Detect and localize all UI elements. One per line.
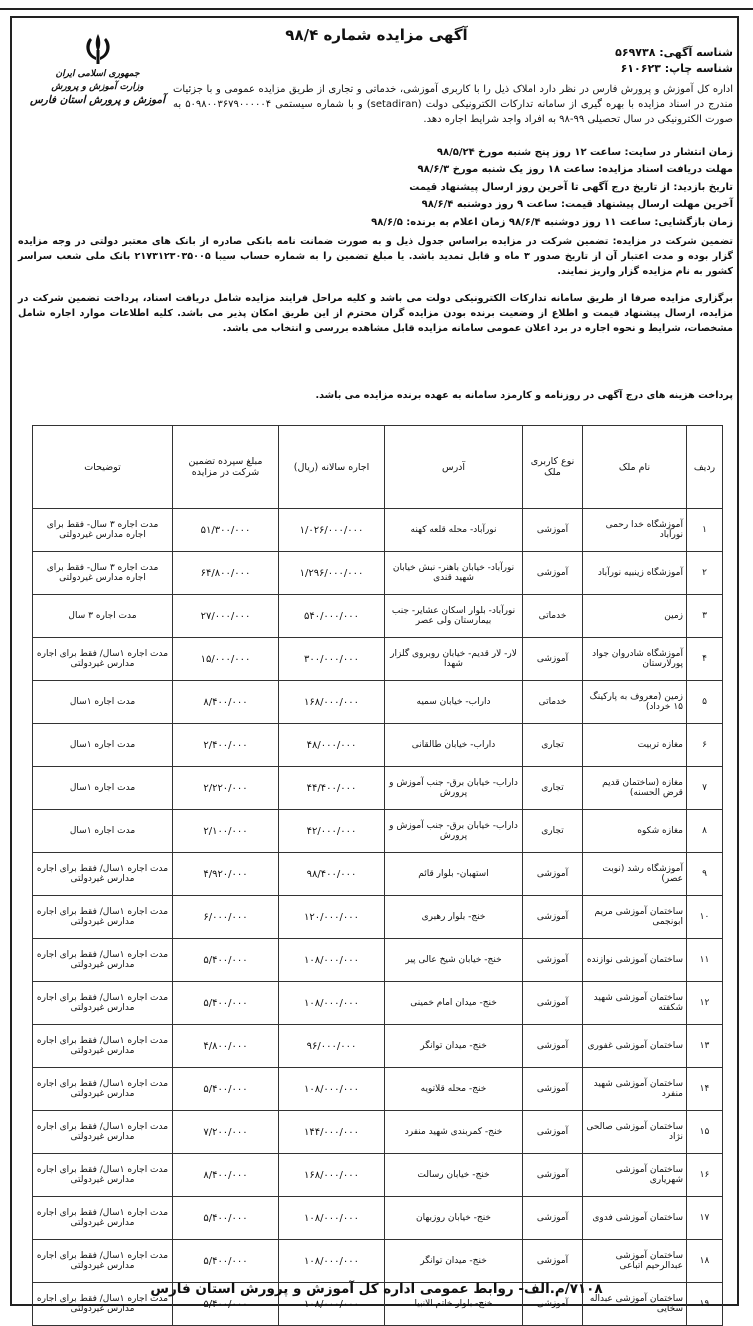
table-cell: ۱۹ (687, 1283, 723, 1326)
footer-credit: ۷۱۰۸/م.الف- روابط عمومی اداره کل آموزش و پرورش استان فارس (150, 1281, 603, 1297)
table-cell: ساختمان آموزشی غفوری (583, 1025, 687, 1068)
table-cell: آموزشی (523, 1068, 583, 1111)
table-cell: ۷ (687, 767, 723, 810)
table-cell: مدت اجاره ۳ سال (33, 595, 173, 638)
table-cell: ۱۷ (687, 1197, 723, 1240)
table-cell: آموزشی (523, 509, 583, 552)
property-table (32, 425, 723, 1326)
table-cell: ۱۶۸/۰۰۰/۰۰۰ (279, 1154, 385, 1197)
table-header-cell: نوع کاربری ملک (523, 426, 583, 509)
table-cell: ۲۷/۰۰۰/۰۰۰ (173, 595, 279, 638)
table-cell: خنج- خیابان شیخ عالی پیر (385, 939, 523, 982)
table-header-cell: ردیف (687, 426, 723, 509)
table-cell: مدت اجاره ۱سال/ فقط برای اجاره مدارس غیردولتی (33, 638, 173, 681)
table-cell: داراب- خیابان برق- جنب آموزش و پرورش (385, 767, 523, 810)
table-cell: ۱۶۸/۰۰۰/۰۰۰ (279, 681, 385, 724)
table-cell: ۵/۴۰۰/۰۰۰ (173, 982, 279, 1025)
table-cell: آموزشی (523, 1154, 583, 1197)
table-cell: تجاری (523, 767, 583, 810)
table-cell: ساختمان آموزشی مریم ابونجمی (583, 896, 687, 939)
table-cell: خنج- میدان توانگر (385, 1025, 523, 1068)
table-cell: خنج- بلوار رهبری (385, 896, 523, 939)
table-cell: ۱۶ (687, 1154, 723, 1197)
table-cell: ۱۵/۰۰۰/۰۰۰ (173, 638, 279, 681)
table-cell: ۵/۴۰۰/۰۰۰ (173, 1283, 279, 1326)
table-cell: خنج- میدان امام خمینی (385, 982, 523, 1025)
table-cell: ساختمان آموزشی شهریاری (583, 1154, 687, 1197)
table-cell: مدت اجاره ۱سال/ فقط برای اجاره مدارس غیردولتی (33, 939, 173, 982)
top-rule (0, 0, 753, 10)
table-cell: مدت اجاره ۱سال/ فقط برای اجاره مدارس غیردولتی (33, 1111, 173, 1154)
table-cell: نورآباد- خیابان باهنر- نبش خیابان شهید قندی (385, 552, 523, 595)
table-cell: خنج- بلوار خاتم الانبیا (385, 1283, 523, 1326)
table-row (33, 724, 723, 767)
table-cell: مدت اجاره ۱سال (33, 767, 173, 810)
intro-paragraph: اداره کل آموزش و پرورش فارس در نظر دارد املاک ذیل را با کاربری آموزشی، خدماتی و تجاری از طریق مزایده عمومی و با جزئیات مندرج در اسناد مزایده با بهره گیری از سامانه تدارکات الکترونیکی دولت (setadiran) و با شماره سیستمی ۵۰۹۸۰۰۳۶۷۹۰۰۰۰۰۴ به صورت الکترونیکی در سال تحصیلی ۹۹-۹۸ به افراد واجد شرایط اجاره دهد. (173, 84, 733, 125)
guarantee-paragraph: تضمین شرکت در مزایده: تضمین شرکت در مزایده براساس جدول ذیل و به صورت ضمانت نامه بانکی صادره از بانک های معتبر دولتی در وجه مزایده گزار بوده و مدت اعتبار آن از تاریخ صدور ۳ ماه و قابل تمدید باشد. یا مبلغ تضمین را به شماره حساب سیبا ۲۱۷۳۱۲۳۰۳۵۰۰۵ بانک ملی شعب سراسر کشور به نام مزایده گزار واریز نمایند. (18, 236, 733, 277)
table-cell: ۱۴ (687, 1068, 723, 1111)
table-cell: آموزشی (523, 939, 583, 982)
table-cell: خدماتی (523, 681, 583, 724)
table-row (33, 1197, 723, 1240)
table-row (33, 1111, 723, 1154)
table-cell: آموزشی (523, 1025, 583, 1068)
table-cell: ۶۴/۸۰۰/۰۰۰ (173, 552, 279, 595)
table-cell: مدت اجاره ۱سال/ فقط برای اجاره مدارس غیردولتی (33, 1283, 173, 1326)
date-opening: زمان بازگشایی: ساعت ۱۱ روز دوشنبه ۹۸/۶/۴ زمان اعلام به برنده: ۹۸/۶/۵ (371, 217, 733, 228)
table-cell: خنج- کمربندی شهید منفرد (385, 1111, 523, 1154)
table-cell: ۱۰ (687, 896, 723, 939)
table-cell: ۵ (687, 681, 723, 724)
table-cell: ۱ (687, 509, 723, 552)
table-cell: مغازه تربیت (583, 724, 687, 767)
print-id: شناسه چاپ: ۶۱۰۶۲۳ (620, 62, 733, 75)
table-cell: مدت اجاره ۳ سال- فقط برای اجاره مدارس غیردولتی (33, 509, 173, 552)
table-cell: ساختمان آموزشی صالحی نژاد (583, 1111, 687, 1154)
table-cell: ۱۳ (687, 1025, 723, 1068)
table-cell: تجاری (523, 724, 583, 767)
table-row (33, 1154, 723, 1197)
table-header-cell: آدرس (385, 426, 523, 509)
table-header-cell: اجاره سالانه (ریال) (279, 426, 385, 509)
table-cell: ۱۲ (687, 982, 723, 1025)
table-cell: خنج- محله قلاتویه (385, 1068, 523, 1111)
table-cell: مدت اجاره ۱سال/ فقط برای اجاره مدارس غیردولتی (33, 982, 173, 1025)
table-cell: ۱۰۸/۰۰۰/۰۰۰ (279, 939, 385, 982)
table-cell: ۲/۲۲۰/۰۰۰ (173, 767, 279, 810)
table-row (33, 1025, 723, 1068)
table-cell: آموزشی (523, 1111, 583, 1154)
table-cell: ۱۱ (687, 939, 723, 982)
table-body (33, 509, 723, 1326)
table-cell: ۱۰۸/۰۰۰/۰۰۰ (279, 1068, 385, 1111)
page-title: آگهی مزایده شماره ۹۸/۴ (285, 26, 468, 44)
table-cell: آموزشگاه شادروان جواد پورلارستان (583, 638, 687, 681)
table-cell: ساختمان آموزشی فدوی (583, 1197, 687, 1240)
table-cell: ۱۵ (687, 1111, 723, 1154)
table-cell: مدت اجاره ۱سال (33, 810, 173, 853)
table-cell: ۵۱/۳۰۰/۰۰۰ (173, 509, 279, 552)
table-cell: ۱۰۸/۰۰۰/۰۰۰ (279, 1283, 385, 1326)
table-cell: ۴/۹۲۰/۰۰۰ (173, 853, 279, 896)
table-cell: داراب- خیابان طالقانی (385, 724, 523, 767)
table-cell: ۴ (687, 638, 723, 681)
table-row (33, 552, 723, 595)
table-cell: ۳ (687, 595, 723, 638)
table-cell: ساختمان آموزشی شهید منفرد (583, 1068, 687, 1111)
table-cell: ۸/۴۰۰/۰۰۰ (173, 681, 279, 724)
table-cell: ۸/۴۰۰/۰۰۰ (173, 1154, 279, 1197)
table-cell: ساختمان آموزشی شهید شکفته (583, 982, 687, 1025)
table-cell: خنج- خیابان روزبهان (385, 1197, 523, 1240)
table-cell: ۴۸/۰۰۰/۰۰۰ (279, 724, 385, 767)
table-row (33, 595, 723, 638)
table-cell: ساختمان آموزشی نوازنده (583, 939, 687, 982)
table-cell: داراب- خیابان سمیه (385, 681, 523, 724)
table-cell: ۴/۸۰۰/۰۰۰ (173, 1025, 279, 1068)
table-header-cell: مبلغ سپرده تضمین شرکت در مزایده (173, 426, 279, 509)
table-cell: آموزشی (523, 1283, 583, 1326)
table-cell: ۲/۱۰۰/۰۰۰ (173, 810, 279, 853)
table-cell: مدت اجاره ۱سال/ فقط برای اجاره مدارس غیردولتی (33, 853, 173, 896)
table-cell: زمین (معروف به پارکینگ ۱۵ خرداد) (583, 681, 687, 724)
table-row (33, 896, 723, 939)
table-cell: ۸ (687, 810, 723, 853)
date-publish: زمان انتشار در سایت: ساعت ۱۲ روز پنج شنبه مورخ ۹۸/۵/۲۴ (436, 147, 733, 158)
table-cell: ۱۰۸/۰۰۰/۰۰۰ (279, 1197, 385, 1240)
table-cell: نورآباد- بلوار اسکان عشایر- جنب بیمارستان ولی عصر (385, 595, 523, 638)
table-row (33, 1068, 723, 1111)
table-cell: ۱/۰۲۶/۰۰۰/۰۰۰ (279, 509, 385, 552)
table-cell: مدت اجاره ۱سال (33, 724, 173, 767)
table-cell: مغازه (ساختمان قدیم قرض الحسنه) (583, 767, 687, 810)
table-cell: ساختمان آموزشی عبداله سخایی (583, 1283, 687, 1326)
table-cell: آموزشی (523, 853, 583, 896)
table-cell: لار- لار قدیم- خیابان روبروی گلزار شهدا (385, 638, 523, 681)
table-row (33, 982, 723, 1025)
table-cell: ۹۸/۴۰۰/۰۰۰ (279, 853, 385, 896)
table-header-cell: نام ملک (583, 426, 687, 509)
table-row (33, 638, 723, 681)
table-cell: مدت اجاره ۱سال/ فقط برای اجاره مدارس غیردولتی (33, 896, 173, 939)
date-documents: مهلت دریافت اسناد مزایده: ساعت ۱۸ روز یک شنبه مورخ ۹۸/۶/۳ (417, 164, 733, 175)
table-cell: ۵/۴۰۰/۰۰۰ (173, 1197, 279, 1240)
table-cell: ۱/۲۹۶/۰۰۰/۰۰۰ (279, 552, 385, 595)
table-row (33, 681, 723, 724)
table-cell: آموزشگاه زینبیه نورآباد (583, 552, 687, 595)
table-cell: ۱۴۴/۰۰۰/۰۰۰ (279, 1111, 385, 1154)
ministry-logo (20, 32, 175, 132)
table-cell: ۴۲/۰۰۰/۰۰۰ (279, 810, 385, 853)
table-row (33, 509, 723, 552)
table-cell: آموزشگاه خدا رحمی نورآباد (583, 509, 687, 552)
table-cell: ۳۰۰/۰۰۰/۰۰۰ (279, 638, 385, 681)
process-paragraph: برگزاری مزایده صرفا از طریق سامانه تدارکات الکترونیکی دولت می باشد و کلیه مراحل فرایند مزایده شامل دریافت اسناد، پرداخت تضمین شرکت در مزایده، ارسال پیشنهاد قیمت و اطلاع از وضعیت برنده بودن مزایده گران محترم از این طریق امکان پذیر می باشد. کلیه اطلاعات موارد اجاره شامل مشخصات، شرایط و نحوه اجاره در برد اعلان عمومی سامانه مزایده قابل مشاهده بررسی و انتخاب می باشد. (18, 293, 733, 334)
table-cell: مغازه شکوه (583, 810, 687, 853)
table-row (33, 810, 723, 853)
table-cell: آموزشی (523, 1197, 583, 1240)
table-cell: ۲ (687, 552, 723, 595)
table-cell: ۵/۴۰۰/۰۰۰ (173, 939, 279, 982)
table-cell: مدت اجاره ۱سال (33, 681, 173, 724)
table-cell: خنج- خیابان رسالت (385, 1154, 523, 1197)
table-cell: مدت اجاره ۳ سال- فقط برای اجاره مدارس غیردولتی (33, 552, 173, 595)
logo-line-1: جمهوری اسلامی ایران (55, 69, 140, 79)
table-header-cell: توضیحات (33, 426, 173, 509)
ad-id: شناسه آگهی: ۵۶۹۷۳۸ (615, 46, 733, 59)
table-cell: ۵۴۰/۰۰۰/۰۰۰ (279, 595, 385, 638)
table-row (33, 939, 723, 982)
costs-paragraph: پرداخت هزینه های درج آگهی در روزنامه و کارمزد سامانه به عهده برنده مزایده می باشد. (315, 390, 733, 401)
table-cell: آموزشگاه رشد (نوبت عصر) (583, 853, 687, 896)
table-cell: ۷/۲۰۰/۰۰۰ (173, 1111, 279, 1154)
date-visit: تاریخ بازدید: از تاریخ درج آگهی تا آخرین روز ارسال پیشنهاد قیمت (409, 182, 733, 193)
table-cell: ۱۰۸/۰۰۰/۰۰۰ (279, 982, 385, 1025)
table-cell: نورآباد- محله قلعه کهنه (385, 509, 523, 552)
table-cell: آموزشی (523, 638, 583, 681)
date-deadline: آخرین مهلت ارسال پیشنهاد قیمت: ساعت ۹ روز دوشنبه ۹۸/۶/۴ (421, 199, 733, 210)
table-cell: ۶ (687, 724, 723, 767)
table-cell: آموزشی (523, 552, 583, 595)
table-cell: زمین (583, 595, 687, 638)
table-row (33, 767, 723, 810)
table-cell: ۱۸ (687, 1240, 723, 1283)
table-cell: ساختمان آموزشی عبدالرحیم اتباعی (583, 1240, 687, 1283)
table-cell: ۶/۰۰۰/۰۰۰ (173, 896, 279, 939)
table-cell: آموزشی (523, 1240, 583, 1283)
table-cell: خنج- میدان توانگر (385, 1240, 523, 1283)
table-row (33, 853, 723, 896)
table-cell: ۱۰۸/۰۰۰/۰۰۰ (279, 1240, 385, 1283)
table-cell: خدماتی (523, 595, 583, 638)
table-header-row (33, 426, 723, 509)
table-cell: ۲/۴۰۰/۰۰۰ (173, 724, 279, 767)
table-cell: ۵/۴۰۰/۰۰۰ (173, 1068, 279, 1111)
table-cell: مدت اجاره ۱سال/ فقط برای اجاره مدارس غیردولتی (33, 1068, 173, 1111)
table-cell: ۹۶/۰۰۰/۰۰۰ (279, 1025, 385, 1068)
logo-line-3: آموزش و پرورش استان فارس (29, 94, 166, 106)
table-cell: داراب- خیابان برق- جنب آموزش و پرورش (385, 810, 523, 853)
table-cell: ۵/۴۰۰/۰۰۰ (173, 1240, 279, 1283)
table-cell: مدت اجاره ۱سال/ فقط برای اجاره مدارس غیردولتی (33, 1197, 173, 1240)
table-cell: آموزشی (523, 982, 583, 1025)
table-cell: ۹ (687, 853, 723, 896)
table-cell: مدت اجاره ۱سال/ فقط برای اجاره مدارس غیردولتی (33, 1154, 173, 1197)
table-cell: مدت اجاره ۱سال/ فقط برای اجاره مدارس غیردولتی (33, 1240, 173, 1283)
table-cell: ۴۴/۴۰۰/۰۰۰ (279, 767, 385, 810)
table-cell: آموزشی (523, 896, 583, 939)
table-cell: استهبان- بلوار قائم (385, 853, 523, 896)
table-cell: ۱۲۰/۰۰۰/۰۰۰ (279, 896, 385, 939)
logo-line-2: وزارت آموزش و پرورش (51, 82, 144, 92)
iran-emblem-icon (81, 32, 115, 68)
table-cell: تجاری (523, 810, 583, 853)
table-row (33, 1240, 723, 1283)
table-cell: مدت اجاره ۱سال/ فقط برای اجاره مدارس غیردولتی (33, 1025, 173, 1068)
